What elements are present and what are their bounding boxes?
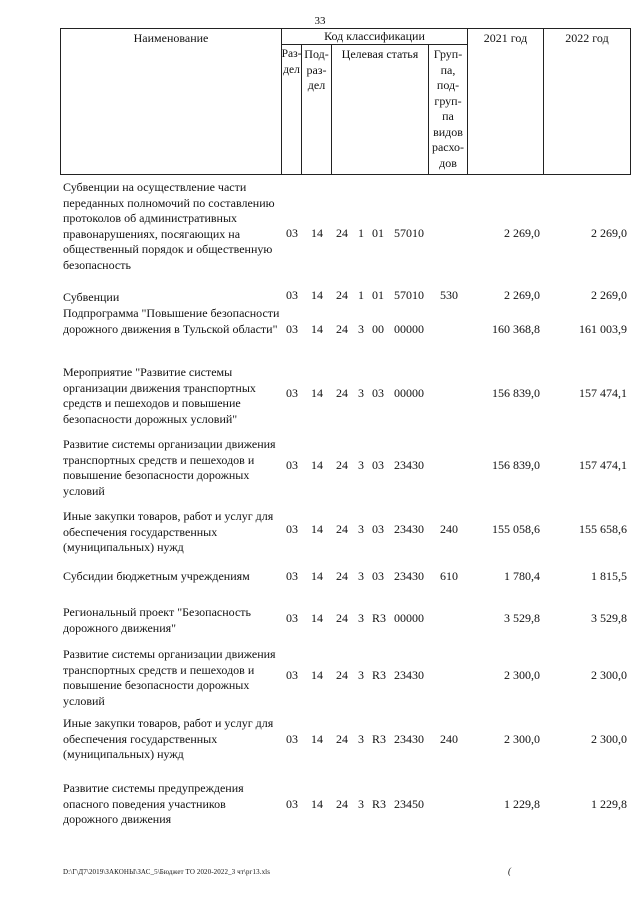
row-podrazdel: 14 [311, 522, 323, 536]
row-amount-2022: 2 300,0 [591, 668, 627, 682]
page-number: 33 [314, 15, 326, 27]
row-target-subprogram: 3 [358, 611, 364, 625]
row-target-event: R3 [372, 668, 387, 682]
row-name: Развитие системы организации движения транспортных средств и пешеходов и повышение безопасности дорожных условий [63, 437, 276, 498]
row-name: Подпрограмма "Повышение безопасности дорожного движения в Тульской области" [63, 306, 280, 336]
row-name: Мероприятие "Развитие системы организации движения транспортных средств и пешеходов и повышение безопасности дорожных условий" [63, 365, 256, 426]
row-name: Субсидии бюджетным учреждениям [63, 569, 250, 583]
row-target-program: 24 [336, 288, 348, 302]
row-podrazdel: 14 [311, 386, 323, 400]
row-name: Субвенции [63, 290, 120, 304]
row-name: Субвенции на осуществление части переданных полномочий по составлению протоколов об административных правонарушениях, посягающих на общественный порядок и общественную безопасность [63, 180, 275, 272]
row-amount-2022: 1 815,5 [591, 569, 627, 583]
header-year-2021: 2021 год [483, 31, 528, 45]
row-target-subprogram: 3 [358, 732, 364, 746]
row-target-program: 24 [336, 322, 348, 336]
row-amount-2022: 2 269,0 [591, 288, 627, 302]
row-name: Развитие системы организации движения транспортных средств и пешеходов и повышение безопасности дорожных условий [63, 647, 276, 708]
row-target-subprogram: 3 [358, 458, 364, 472]
header-name: Наименование [133, 31, 209, 45]
header-classification: Код классификации [324, 29, 425, 43]
row-amount-2022: 1 229,8 [591, 797, 627, 811]
row-expense-type: 530 [440, 288, 458, 302]
row-podrazdel: 14 [311, 732, 323, 746]
row-amount-2021: 2 300,0 [504, 668, 540, 682]
row-amount-2021: 3 529,8 [504, 611, 540, 625]
row-target-direction: 23430 [394, 668, 424, 682]
header-vline-classification-right [467, 28, 468, 175]
row-podrazdel: 14 [311, 569, 323, 583]
row-target-program: 24 [336, 668, 348, 682]
header-line-bottom [60, 174, 630, 175]
header-celevaya: Целевая статья [341, 47, 419, 61]
row-name: Развитие системы предупреждения опасного поведения участников дорожного движения [63, 781, 244, 827]
row-target-subprogram: 3 [358, 522, 364, 536]
row-podrazdel: 14 [311, 288, 323, 302]
row-target-event: 01 [372, 288, 384, 302]
row-amount-2021: 156 839,0 [492, 458, 540, 472]
row-razdel: 03 [286, 386, 298, 400]
row-amount-2022: 2 300,0 [591, 732, 627, 746]
row-target-program: 24 [336, 611, 348, 625]
row-expense-type: 610 [440, 569, 458, 583]
row-target-program: 24 [336, 732, 348, 746]
row-razdel: 03 [286, 226, 298, 240]
row-podrazdel: 14 [311, 458, 323, 472]
row-target-direction: 23430 [394, 522, 424, 536]
row-target-subprogram: 1 [358, 226, 364, 240]
row-amount-2022: 157 474,1 [579, 458, 627, 472]
header-razdel: Раз- дел [281, 48, 302, 76]
row-target-event: 03 [372, 458, 384, 472]
row-target-direction: 23430 [394, 569, 424, 583]
row-amount-2021: 1 780,4 [504, 569, 540, 583]
row-target-program: 24 [336, 522, 348, 536]
row-target-direction: 00000 [394, 611, 424, 625]
row-target-event: R3 [372, 611, 387, 625]
row-target-direction: 23450 [394, 797, 424, 811]
row-target-program: 24 [336, 226, 348, 240]
row-target-event: R3 [372, 732, 387, 746]
row-target-event: 03 [372, 386, 384, 400]
header-gruppa: Груп- па, под- груп- па видов расхо- дов [431, 47, 465, 170]
row-podrazdel: 14 [311, 611, 323, 625]
row-razdel: 03 [286, 288, 298, 302]
row-expense-type: 240 [440, 732, 458, 746]
row-amount-2021: 1 229,8 [504, 797, 540, 811]
row-podrazdel: 14 [311, 797, 323, 811]
row-target-event: 03 [372, 522, 384, 536]
row-amount-2022: 3 529,8 [591, 611, 627, 625]
row-target-program: 24 [336, 386, 348, 400]
row-target-event: R3 [372, 797, 387, 811]
row-target-event: 01 [372, 226, 384, 240]
row-name: Иные закупки товаров, работ и услуг для обеспечения государственных (муниципальных) нужд [63, 716, 274, 762]
row-target-event: 00 [372, 322, 384, 336]
row-target-program: 24 [336, 458, 348, 472]
row-target-subprogram: 3 [358, 569, 364, 583]
header-vline-podrazdel [331, 44, 332, 175]
row-podrazdel: 14 [311, 322, 323, 336]
row-target-direction: 00000 [394, 322, 424, 336]
table-header [0, 0, 640, 180]
row-amount-2021: 2 269,0 [504, 226, 540, 240]
header-vline-2021 [543, 28, 544, 175]
file-path-footer: D:\Г\Д7\2019\ЗАКОНЫ\ЗАС_5\Бюджет ТО 2020-2022_3 чт\рг13.xls [63, 868, 271, 876]
row-name: Иные закупки товаров, работ и услуг для обеспечения государственных (муниципальных) нужд [63, 509, 274, 555]
footer-mark: ( [508, 866, 511, 876]
row-razdel: 03 [286, 797, 298, 811]
header-vline-name-left [60, 28, 61, 175]
row-razdel: 03 [286, 522, 298, 536]
row-amount-2021: 155 058,6 [492, 522, 540, 536]
row-razdel: 03 [286, 732, 298, 746]
row-target-program: 24 [336, 569, 348, 583]
row-target-direction: 23430 [394, 458, 424, 472]
row-razdel: 03 [286, 611, 298, 625]
row-podrazdel: 14 [311, 226, 323, 240]
row-target-event: 03 [372, 569, 384, 583]
row-target-direction: 57010 [394, 226, 424, 240]
row-target-program: 24 [336, 797, 348, 811]
row-amount-2022: 155 658,6 [579, 522, 627, 536]
row-target-direction: 57010 [394, 288, 424, 302]
row-razdel: 03 [286, 458, 298, 472]
row-amount-2022: 2 269,0 [591, 226, 627, 240]
row-name: Региональный проект "Безопасность дорожного движения" [63, 605, 251, 635]
row-expense-type: 240 [440, 522, 458, 536]
row-razdel: 03 [286, 668, 298, 682]
row-target-subprogram: 1 [358, 288, 364, 302]
row-amount-2021: 160 368,8 [492, 322, 540, 336]
row-amount-2022: 157 474,1 [579, 386, 627, 400]
row-razdel: 03 [286, 322, 298, 336]
row-target-direction: 00000 [394, 386, 424, 400]
row-amount-2021: 156 839,0 [492, 386, 540, 400]
row-podrazdel: 14 [311, 668, 323, 682]
row-target-subprogram: 3 [358, 797, 364, 811]
row-amount-2021: 2 300,0 [504, 732, 540, 746]
row-amount-2022: 161 003,9 [579, 322, 627, 336]
header-podrazdel: Под- раз- дел [304, 47, 329, 92]
row-target-subprogram: 3 [358, 386, 364, 400]
row-target-direction: 23430 [394, 732, 424, 746]
row-amount-2021: 2 269,0 [504, 288, 540, 302]
header-vline-right [630, 28, 631, 175]
row-target-subprogram: 3 [358, 668, 364, 682]
header-year-2022: 2022 год [565, 31, 609, 45]
row-razdel: 03 [286, 569, 298, 583]
row-target-subprogram: 3 [358, 322, 364, 336]
